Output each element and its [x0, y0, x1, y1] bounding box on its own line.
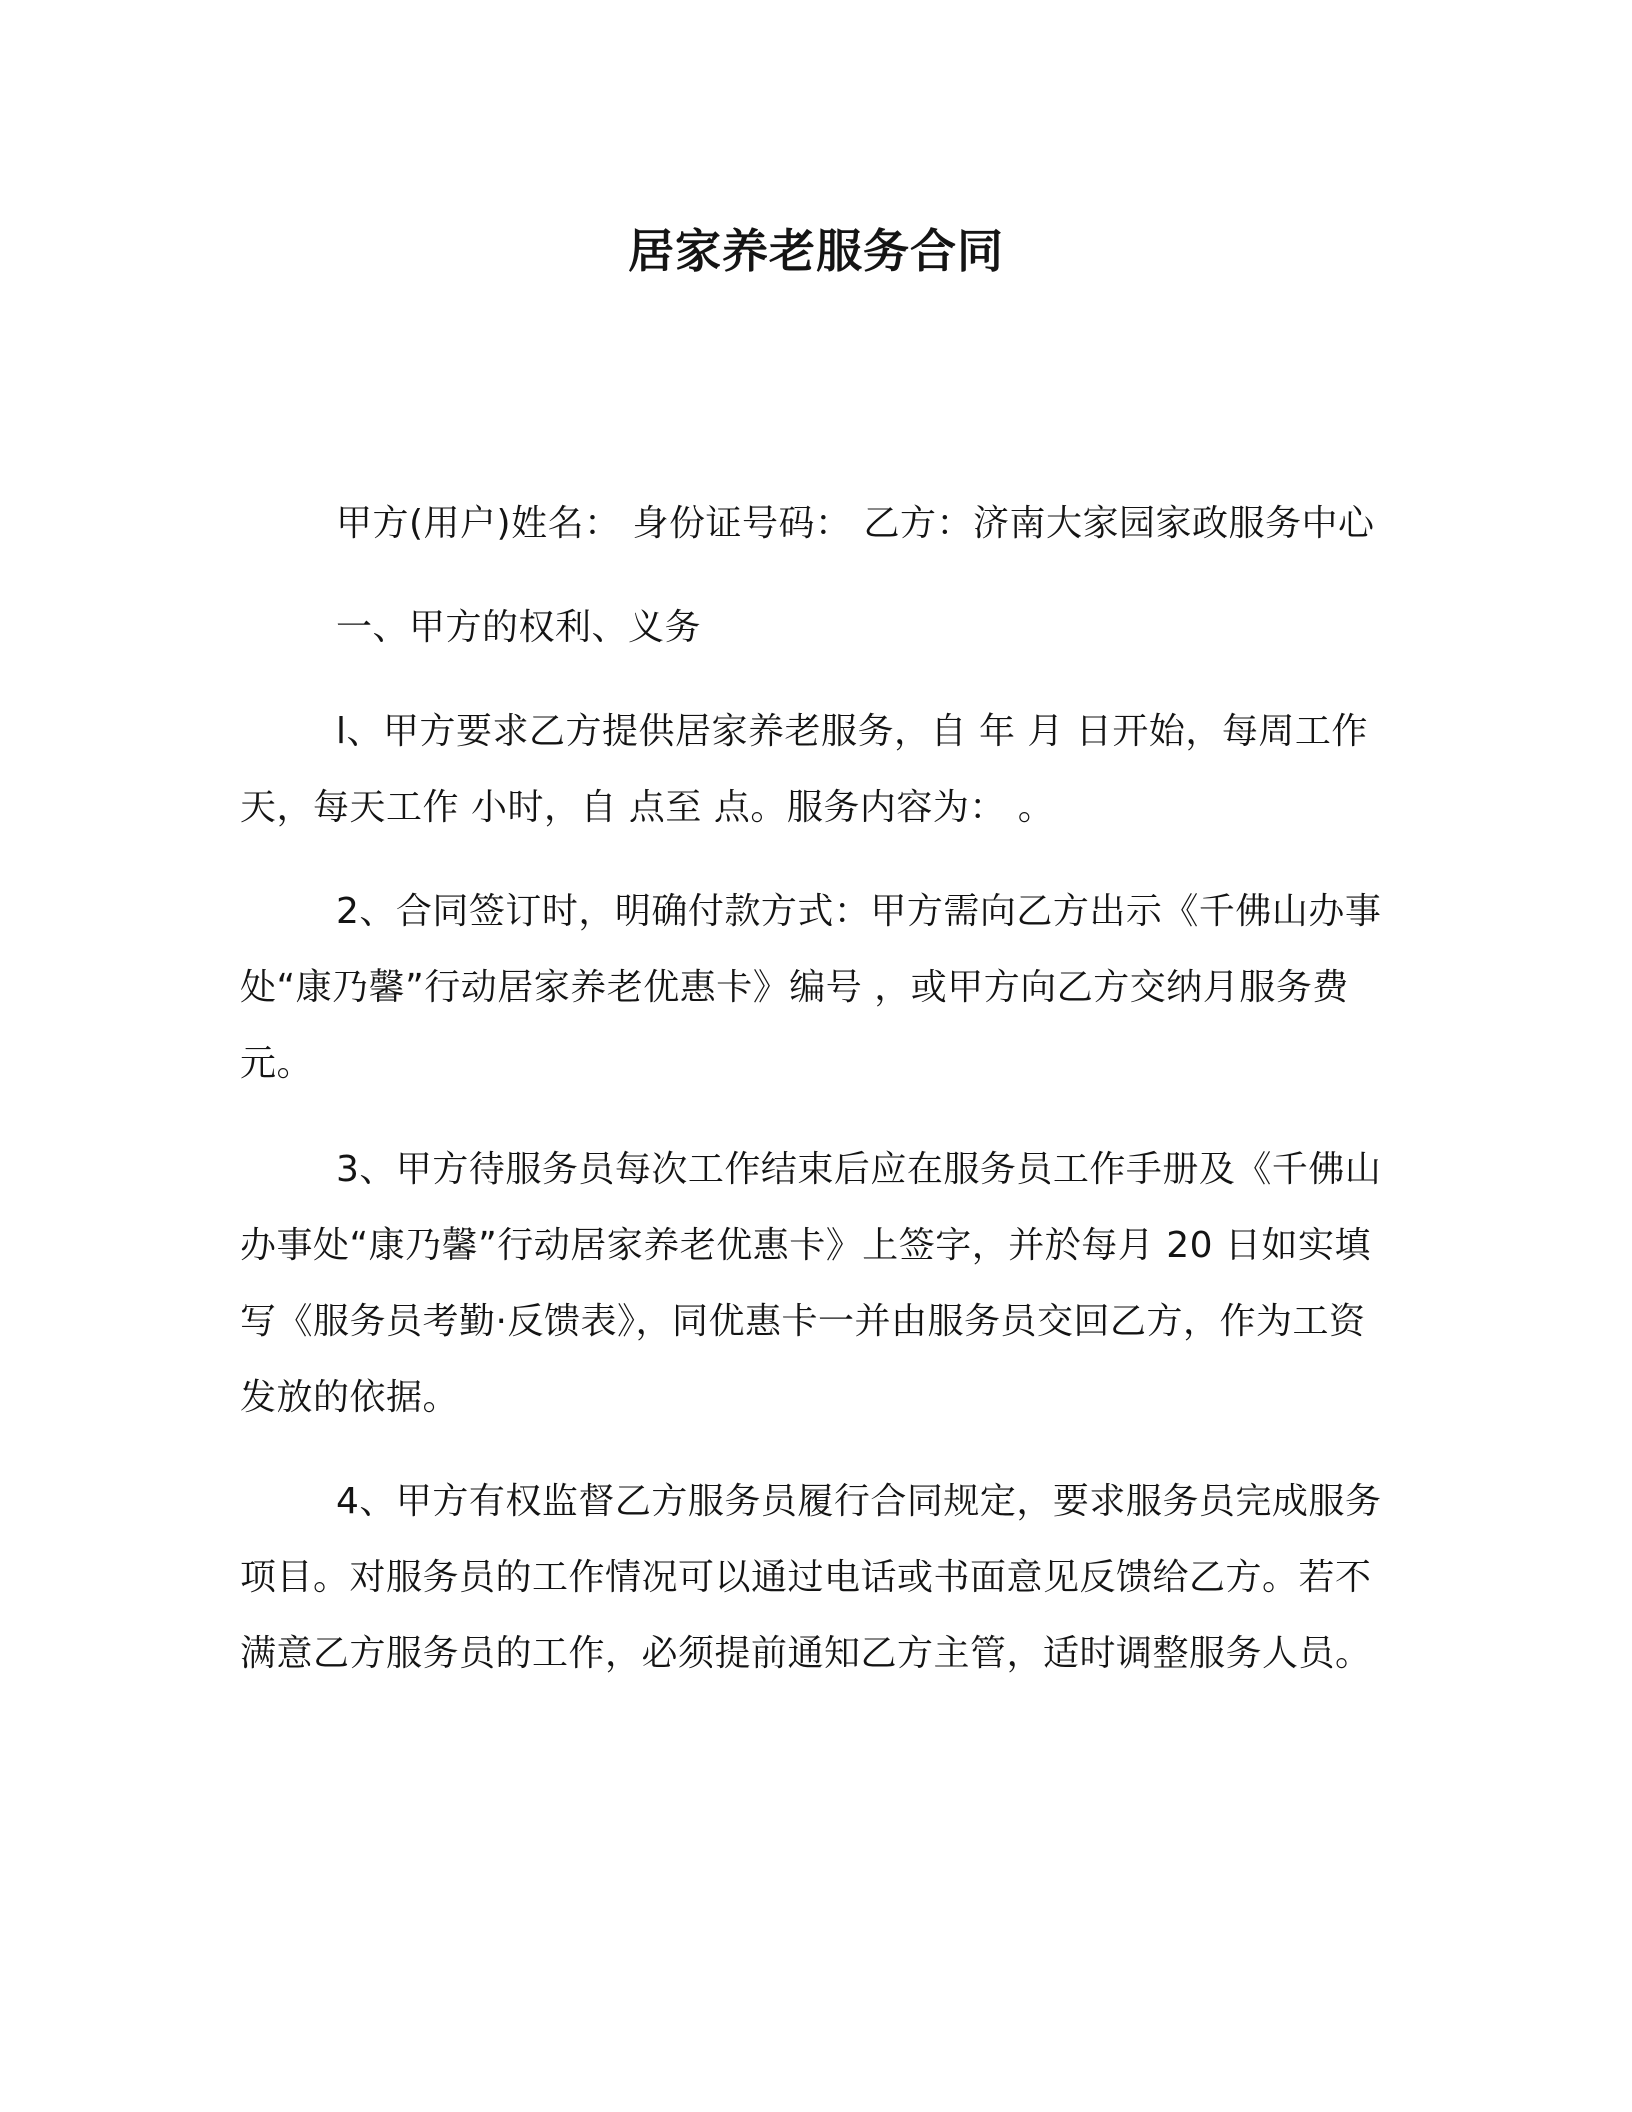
clause-4: 4、甲方有权监督乙方服务员履行合同规定，要求服务员完成服务项目。对服务员的工作情况可以通过电话或书面意见反馈给乙方。若不满意乙方服务员的工作，必须提前通知乙方主管，适时调整服务人员。 [240, 1481, 1382, 1674]
parties-line: 甲方(用户)姓名： 身份证号码： 乙方：济南大家园家政服务中心 [336, 503, 1375, 544]
clause-3: 3、甲方待服务员每次工作结束后应在服务员工作手册及《千佛山办事处“康乃馨”行动居家养老优惠卡》上签字，并於每月 20 日如实填写《服务员考勤·反馈表》，同优惠卡一并由服务员交回乙方，作为工资发放的依据。 [240, 1149, 1382, 1418]
clause-2: 2、合同签订时，明确付款方式：甲方需向乙方出示《千佛山办事处“康乃馨”行动居家养老优惠卡》编号 ，或甲方向乙方交纳月服务费 元。 [240, 891, 1382, 1084]
document-title: 居家养老服务合同 [628, 224, 1004, 278]
clause-1: l、甲方要求乙方提供居家养老服务，自 年 月 日开始，每周工作 天，每天工作 小时，自 点至 点。服务内容为： 。 [240, 711, 1368, 828]
section-one-heading: 一、甲方的权利、义务 [336, 607, 702, 648]
